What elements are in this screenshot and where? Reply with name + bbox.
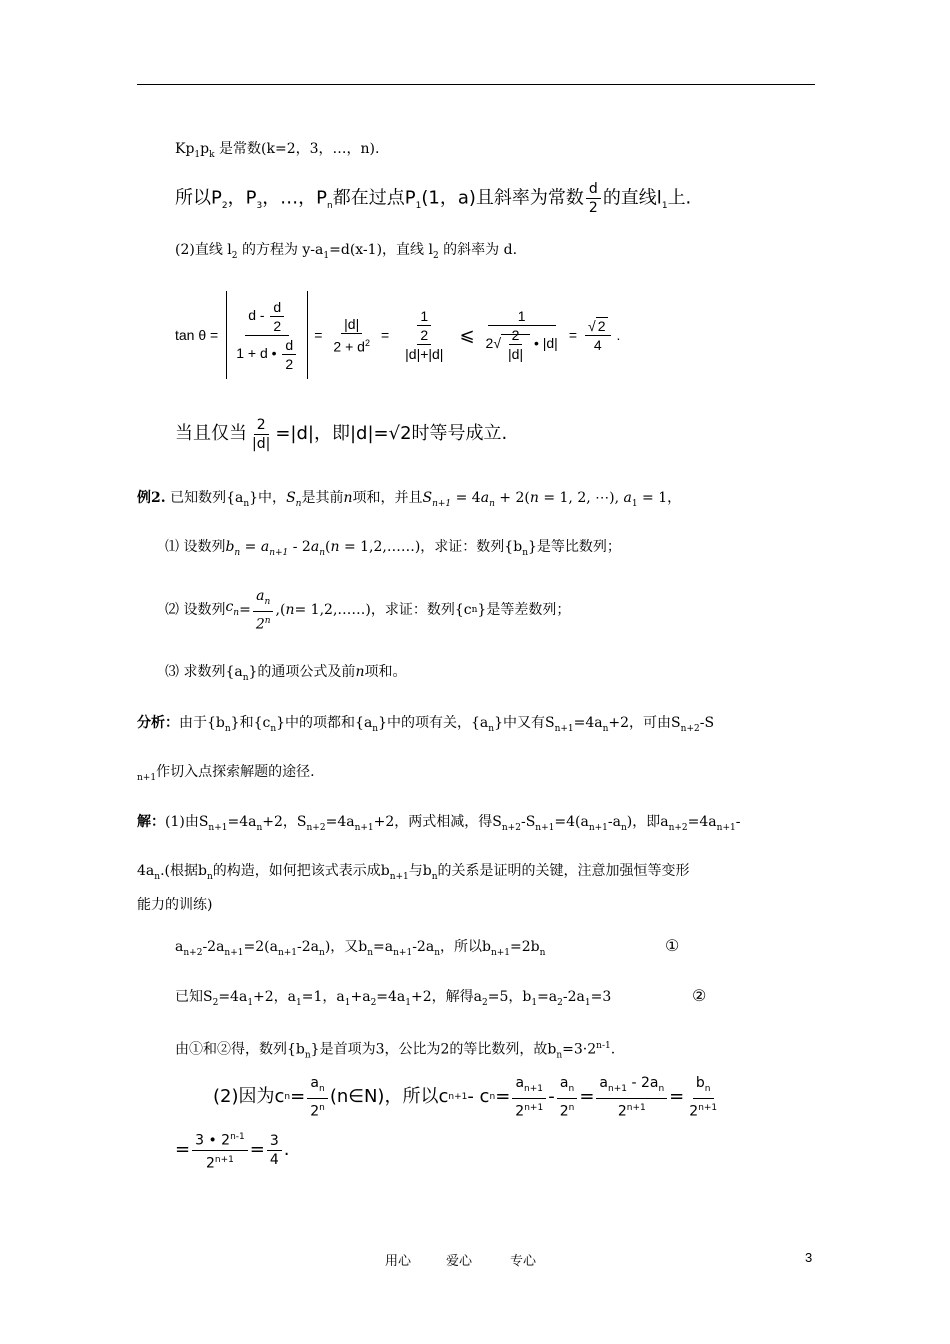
equality-post: =|d|，即|d|=√2时等号成立. (275, 423, 508, 444)
line-kp: $Kp_1p_k$ 是常数(k=2，3，…，n). (175, 141, 380, 160)
header-rule (137, 84, 815, 85)
page-number: 3 (805, 1250, 813, 1265)
solution-line-4: $a_{n+2}-2a_{n+1}=2(a_{n+1}-2a_n)$，又$b_n=a_{n+1}-2a_n$，所以$b_{n+1}=2b_n$ (175, 939, 546, 958)
equality-pre: 当且仅当 (175, 423, 247, 444)
example-2: 例2. 已知数列$\{a_n\}$中，$S_n$是其前n项和，并且$S_{n+1} = 4a_n + 2(n = 1$, 2, ⋯), $a_1 = 1$， (137, 490, 682, 509)
line-l2-equation: (2)直线 $l_2$ 的方程为 $y-a_1=d(x-1)$，直线 $l_2$ 的斜率为 d. (175, 242, 518, 261)
analysis-label: 分析： (137, 715, 179, 731)
solution-line-3: 能力的训练) (137, 897, 213, 913)
solution-line-7: (2)因为c n = $\frac{a_n}{2^n}$ (n∈N)，所以c n+1 - c n = $\frac{a_{n+1}}{2^{n+1}}$ - $\frac{a_n}{2^n}$ = $\frac{a_{n+1} - 2a_n}{2^{n+1}}$ = $\frac{b_n}{2^{n+1}}$ (213, 1074, 718, 1120)
analysis-line-1: 分析：由于$\{b_n\}$和$\{c_n\}$中的项都和$\{a_n\}$中的项有关，$\{a_n\}$中又有$S_{n+1}=4a_n+2$，可由$S_{n+2}-S$ (137, 715, 715, 734)
solution-label: 解： (137, 814, 165, 830)
line-equality-condition: 当且仅当 $\frac{2}{|d|}$ =|d|，即|d|=√2时等号成立. (175, 416, 508, 452)
question-2: ⑵ 设数列 $c_n$ = $\frac{a_n}{2^n}$ ,( n = 1,2,……)，求证：数列{c n }是等差数列； (165, 587, 571, 633)
marker-1: ① (665, 936, 680, 955)
line-points-collinear: 所以$P_2$，$P_3$，…，$P_n$都在过点$P_1(1$，a)且斜率为常数 $\frac{d}{2}$ 的直线$l_1$上. (175, 181, 692, 216)
example-label: 例2. (137, 490, 166, 506)
solution-line-8: = $\frac{3 • 2^{n-1}}{2^{n+1}}$ = $\frac{3}{4}$ . (175, 1128, 290, 1172)
footer-1: 用心 (385, 1254, 412, 1269)
footer-3: 专心 (510, 1254, 537, 1269)
solution-line-1: 解：(1)由$S_{n+1}=4a_n+2$，$S_{n+2}=4a_{n+1}+2$，两式相减，得$S_{n+2}-S_{n+1}=4(a_{n+1}-a_n)$，即$a_{n+2}=4a_{n+1}-$ (137, 814, 741, 833)
analysis-line-2: $_{n+1}$作切入点探索解题的途径. (137, 764, 315, 783)
question-3: ⑶ 求数列$\{a_n\}$的通项公式及前n项和。 (165, 664, 407, 683)
tan-prefix: tan θ = (175, 327, 219, 343)
solution-line-6: 由①和②得，数列$\{b_n\}$是首项为3，公比为2的等比数列，故$b_n=3\cdot 2^{n-1}$. (175, 1041, 616, 1061)
question-1: ⑴ 设数列$b_n = a_{n+1} - 2a_n(n$ = 1,2,……)，求证：数列$\{b_n\}$是等比数列； (165, 539, 621, 558)
marker-2: ② (692, 986, 707, 1005)
footer-2: 爱心 (446, 1254, 473, 1269)
solution-line-5: 已知$S_2=4a_1+2$，$a_1=1$，$a_1+a_2=4a_1+2$，解得$a_2=5$，$b_1=a_2-2a_1=3$ (175, 989, 612, 1008)
tan-equation: tan θ = d - $\frac{d}{2}$ 1 + d • $\frac{d}{2}$ = $\frac{|d|}{2 + d^2}$ = $\frac{1}{\frac{2}{|d|+|d|}}$ ⩽ 1 2√ $\frac{2}{|d|}$ • |d| = $\frac{√ 2}{4}$ . (175, 290, 620, 380)
solution-line-2: $4a_n$.(根据$b_n$的构造，如何把该式表示成$b_{n+1}$与$b_n$的关系是证明的关键，注意加强恒等变形 (137, 863, 690, 882)
